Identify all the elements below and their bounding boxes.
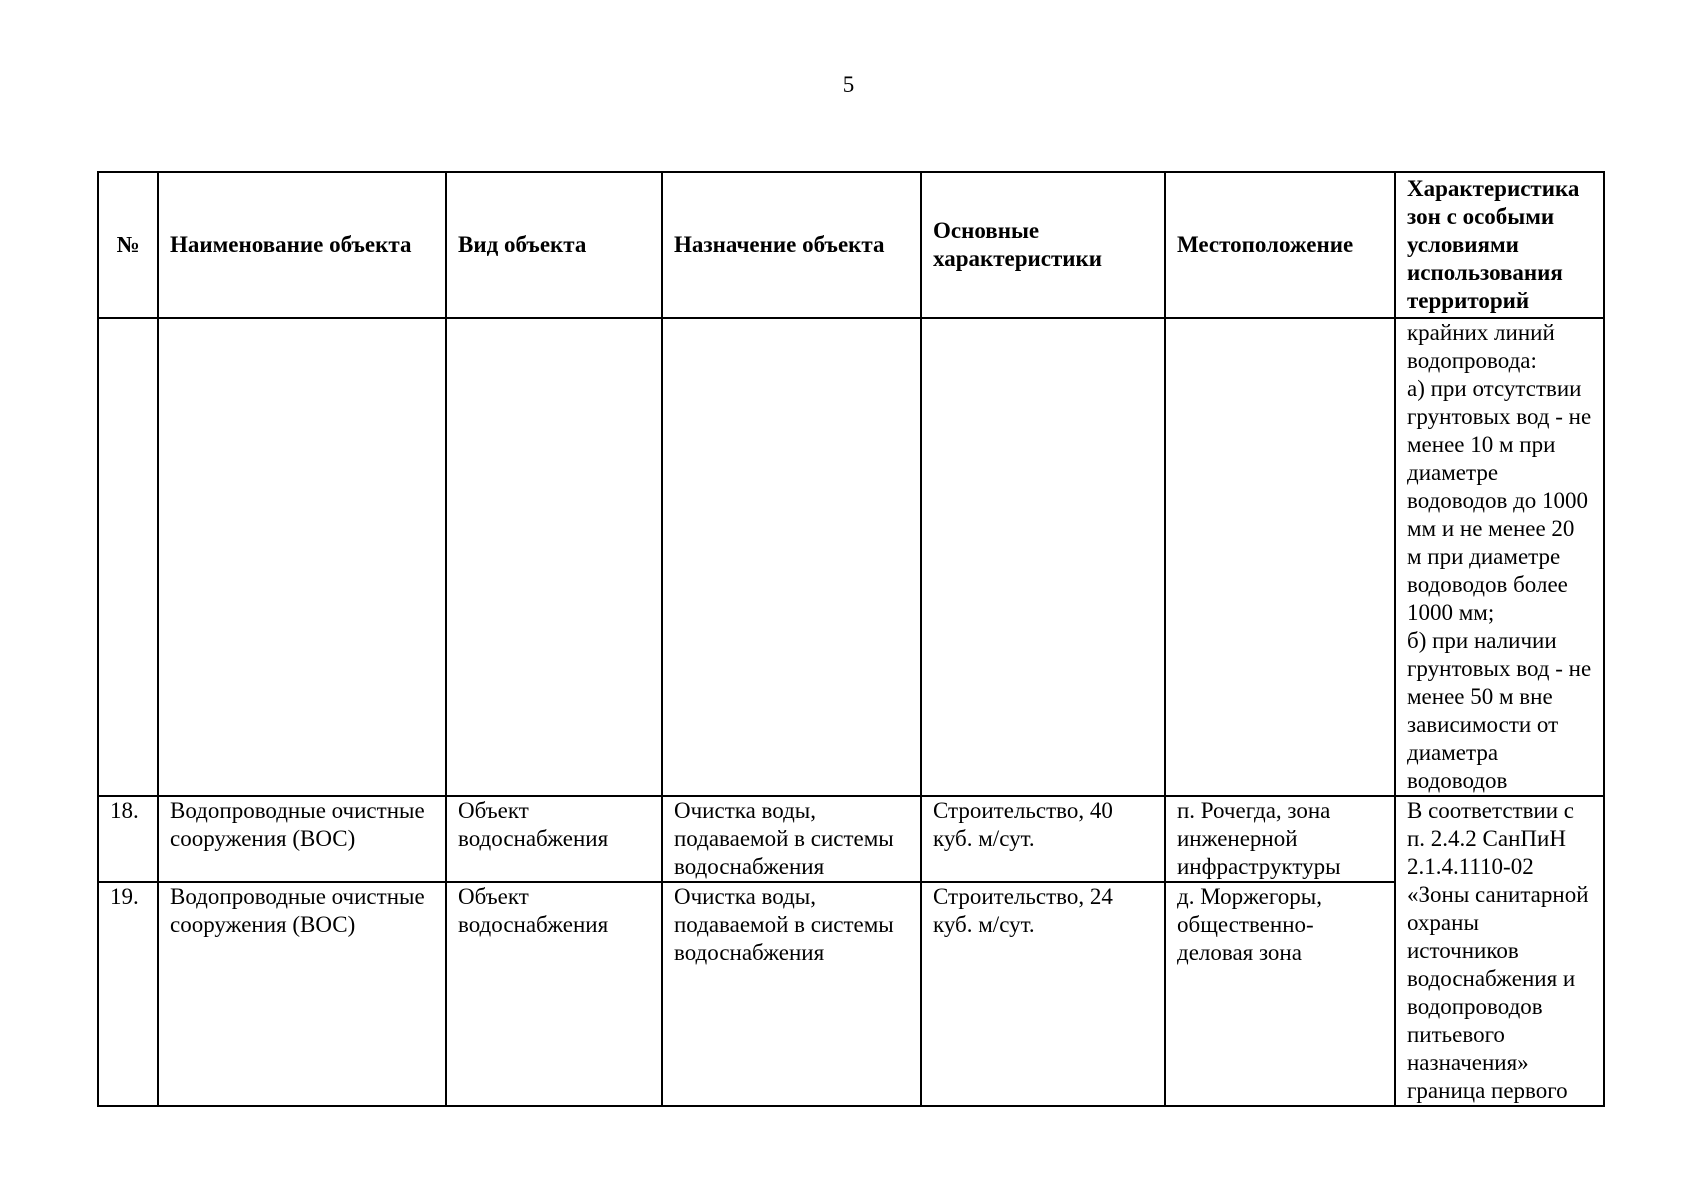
table-row — [98, 796, 1604, 882]
cell-purpose: Очистка воды, подаваемой в системы водоснабжения — [662, 796, 921, 882]
header-purpose: Назначение объекта — [662, 172, 921, 318]
cell-empty — [158, 318, 446, 796]
table-header-row — [98, 172, 1604, 318]
table-row-continuation — [98, 318, 1604, 796]
cell-location: п. Рочегда, зона инженерной инфраструктуры — [1165, 796, 1395, 882]
cell-kind: Объект водоснабжения — [446, 796, 662, 882]
cell-empty — [98, 318, 158, 796]
cell-name: Водопроводные очистные сооружения (ВОС) — [158, 796, 446, 882]
cell-empty — [662, 318, 921, 796]
objects-table — [97, 171, 1605, 1107]
cell-zones-continuation: крайних линий водопровода: а) при отсутствии грунтовых вод - не менее 10 м при диаметре водоводов до 1000 мм и не менее 20 м при диаметре водоводов более 1000 мм; б) при наличии грунтовых вод - не менее 50 м вне зависимости от диаметра водоводов — [1395, 318, 1604, 796]
cell-specs: Строительство, 24 куб. м/сут. — [921, 882, 1165, 1106]
cell-kind: Объект водоснабжения — [446, 882, 662, 1106]
header-kind: Вид объекта — [446, 172, 662, 318]
cell-location: д. Моржегоры, общественно-деловая зона — [1165, 882, 1395, 1106]
cell-specs: Строительство, 40 куб. м/сут. — [921, 796, 1165, 882]
cell-purpose: Очистка воды, подаваемой в системы водоснабжения — [662, 882, 921, 1106]
cell-num: 18. — [98, 796, 158, 882]
cell-num: 19. — [98, 882, 158, 1106]
cell-empty — [921, 318, 1165, 796]
table-row — [98, 882, 1604, 1106]
header-num: № — [98, 172, 158, 318]
header-name: Наименование объекта — [158, 172, 446, 318]
header-location: Местоположение — [1165, 172, 1395, 318]
cell-empty — [1165, 318, 1395, 796]
header-specs: Основные характеристики — [921, 172, 1165, 318]
cell-empty — [446, 318, 662, 796]
cell-name: Водопроводные очистные сооружения (ВОС) — [158, 882, 446, 1106]
header-zones: Характеристика зон с особыми условиями использования территорий — [1395, 172, 1604, 318]
page-number: 5 — [842, 72, 855, 97]
cell-zones: В соответствии с п. 2.4.2 СанПиН 2.1.4.1110-02 «Зоны санитарной охраны источников водоснабжения и водопроводов питьевого назначения» граница первого — [1395, 796, 1604, 1106]
